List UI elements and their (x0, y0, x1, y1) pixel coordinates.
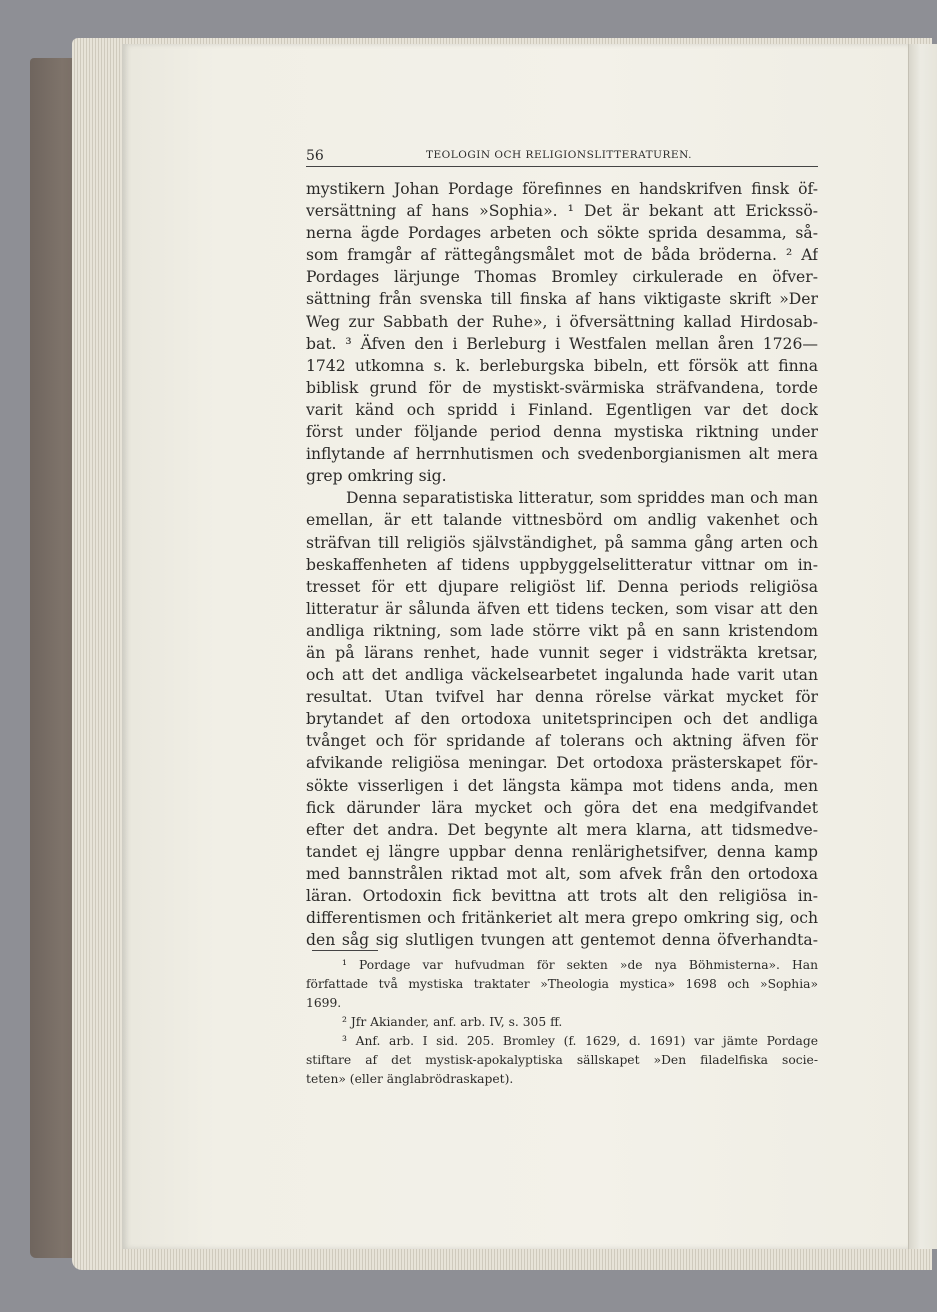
body-line: emellan, är ett talande vittnesbörd om andlig vakenhet och (306, 511, 818, 530)
footnote-line: 1699. (306, 996, 342, 1010)
body-line: 1742 utkomna s. k. berleburgska bibeln, ett försök att finna (306, 356, 818, 375)
body-line: först under följande period denna mystiska riktning under (306, 423, 818, 442)
body-line: sättning från svenska till finska af hans viktigaste skrift »Der (306, 290, 818, 309)
body-line: Denna separatistiska litteratur, som spriddes man och man (346, 489, 818, 508)
body-line: efter det andra. Det begynte alt mera klarna, att tidsmedve- (306, 820, 818, 839)
body-line: tresset för ett djupare religiöst lif. Denna periods religiösa (306, 577, 818, 596)
running-title: TEOLOGIN OCH RELIGIONSLITTERATUREN. (426, 149, 692, 161)
body-line: sökte visserligen i det längsta kämpa mot tidens anda, men (306, 776, 818, 795)
footnote-rule (312, 950, 378, 951)
body-line: som framgår af rättegångsmålet mot de båda bröderna. ² Af (306, 246, 818, 265)
body-line: sträfvan till religiös självständighet, på samma gång arten och (306, 533, 818, 552)
body-line: fick därunder lära mycket och göra det ena medgifvandet (306, 798, 818, 817)
footnote-line: teten» (eller änglabrödraskapet). (306, 1072, 514, 1086)
body-line: differentismen och fritänkeriet alt mera grepo omkring sig, och (306, 909, 818, 928)
body-line: den såg sig slutligen tvungen att gentemot denna öfverhandta- (306, 931, 818, 950)
body-line: tandet ej längre uppbar denna renlärighetsifver, denna kamp (306, 842, 818, 861)
body-line: biblisk grund för de mystiskt-svärmiska sträfvandena, torde (306, 378, 818, 397)
footnote-line: ³ Anf. arb. I sid. 205. Bromley (f. 1629, d. 1691) var jämte Pordage (342, 1034, 818, 1048)
body-line: bat. ³ Äfven den i Berleburg i Westfalen mellan åren 1726— (306, 334, 818, 353)
body-line: Pordages lärjunge Thomas Bromley cirkulerade en öfver- (306, 268, 818, 287)
body-line: mystikern Johan Pordage förefinnes en handskrifven finsk öf- (306, 180, 818, 198)
body-text (306, 178, 818, 951)
body-line: litteratur är sålunda äfven ett tidens tecken, som visar att den (306, 599, 818, 618)
footnotes (306, 956, 818, 1089)
body-line: afvikande religiösa meningar. Det ortodoxa prästerskapet för- (306, 754, 818, 773)
footnote-line: författade två mystiska traktater »Theologia mystica» 1698 och »Sophia» (306, 977, 818, 991)
body-line: brytandet af den ortodoxa unitetsprincipen och det andliga (306, 710, 818, 729)
page-header (306, 146, 818, 167)
body-line: än på lärans renhet, hade vunnit seger i vidsträkta kretsar, (306, 643, 818, 662)
body-line: Weg zur Sabbath der Ruhe», i öfversättning kallad Hirdosab- (306, 312, 818, 331)
footnote-line: ² Jfr Akiander, anf. arb. IV, s. 305 ff. (342, 1015, 563, 1029)
body-line: läran. Ortodoxin fick bevittna att trots alt den religiösa in- (306, 887, 818, 905)
body-line: varit känd och spridd i Finland. Egentligen var det dock (306, 400, 818, 419)
footnote-line: stiftare af det mystisk-apokalyptiska sällskapet »Den filadelfiska socie- (306, 1053, 818, 1067)
body-line: nerna ägde Pordages arbeten och sökte sprida desamma, så- (306, 224, 818, 243)
body-line: och att det andliga väckelsearbetet ingalunda hade varit utan (306, 666, 818, 685)
body-line: grep omkring sig. (306, 467, 447, 486)
footnote-line: ¹ Pordage var hufvudman för sekten »de nya Böhmisterna». Han (342, 958, 818, 972)
facing-page-edge (908, 44, 937, 1249)
body-line: inflytande af herrnhutismen och svedenborgianismen alt mera (306, 445, 818, 464)
body-line: resultat. Utan tvifvel har denna rörelse värkat mycket för (306, 688, 818, 707)
body-line: med bannstrålen riktad mot alt, som afvek från den ortodoxa (306, 864, 818, 883)
body-line: beskaffenheten af tidens uppbyggelselitteratur vittnar om in- (306, 555, 818, 574)
body-line: andliga riktning, som lade större vikt på en sann kristendom (306, 621, 818, 640)
body-line: versättning af hans »Sophia». ¹ Det är bekant att Erickssö- (306, 202, 818, 221)
page-number: 56 (306, 148, 324, 164)
body-line: tvånget och för spridande af tolerans och aktning äfven för (306, 732, 818, 751)
